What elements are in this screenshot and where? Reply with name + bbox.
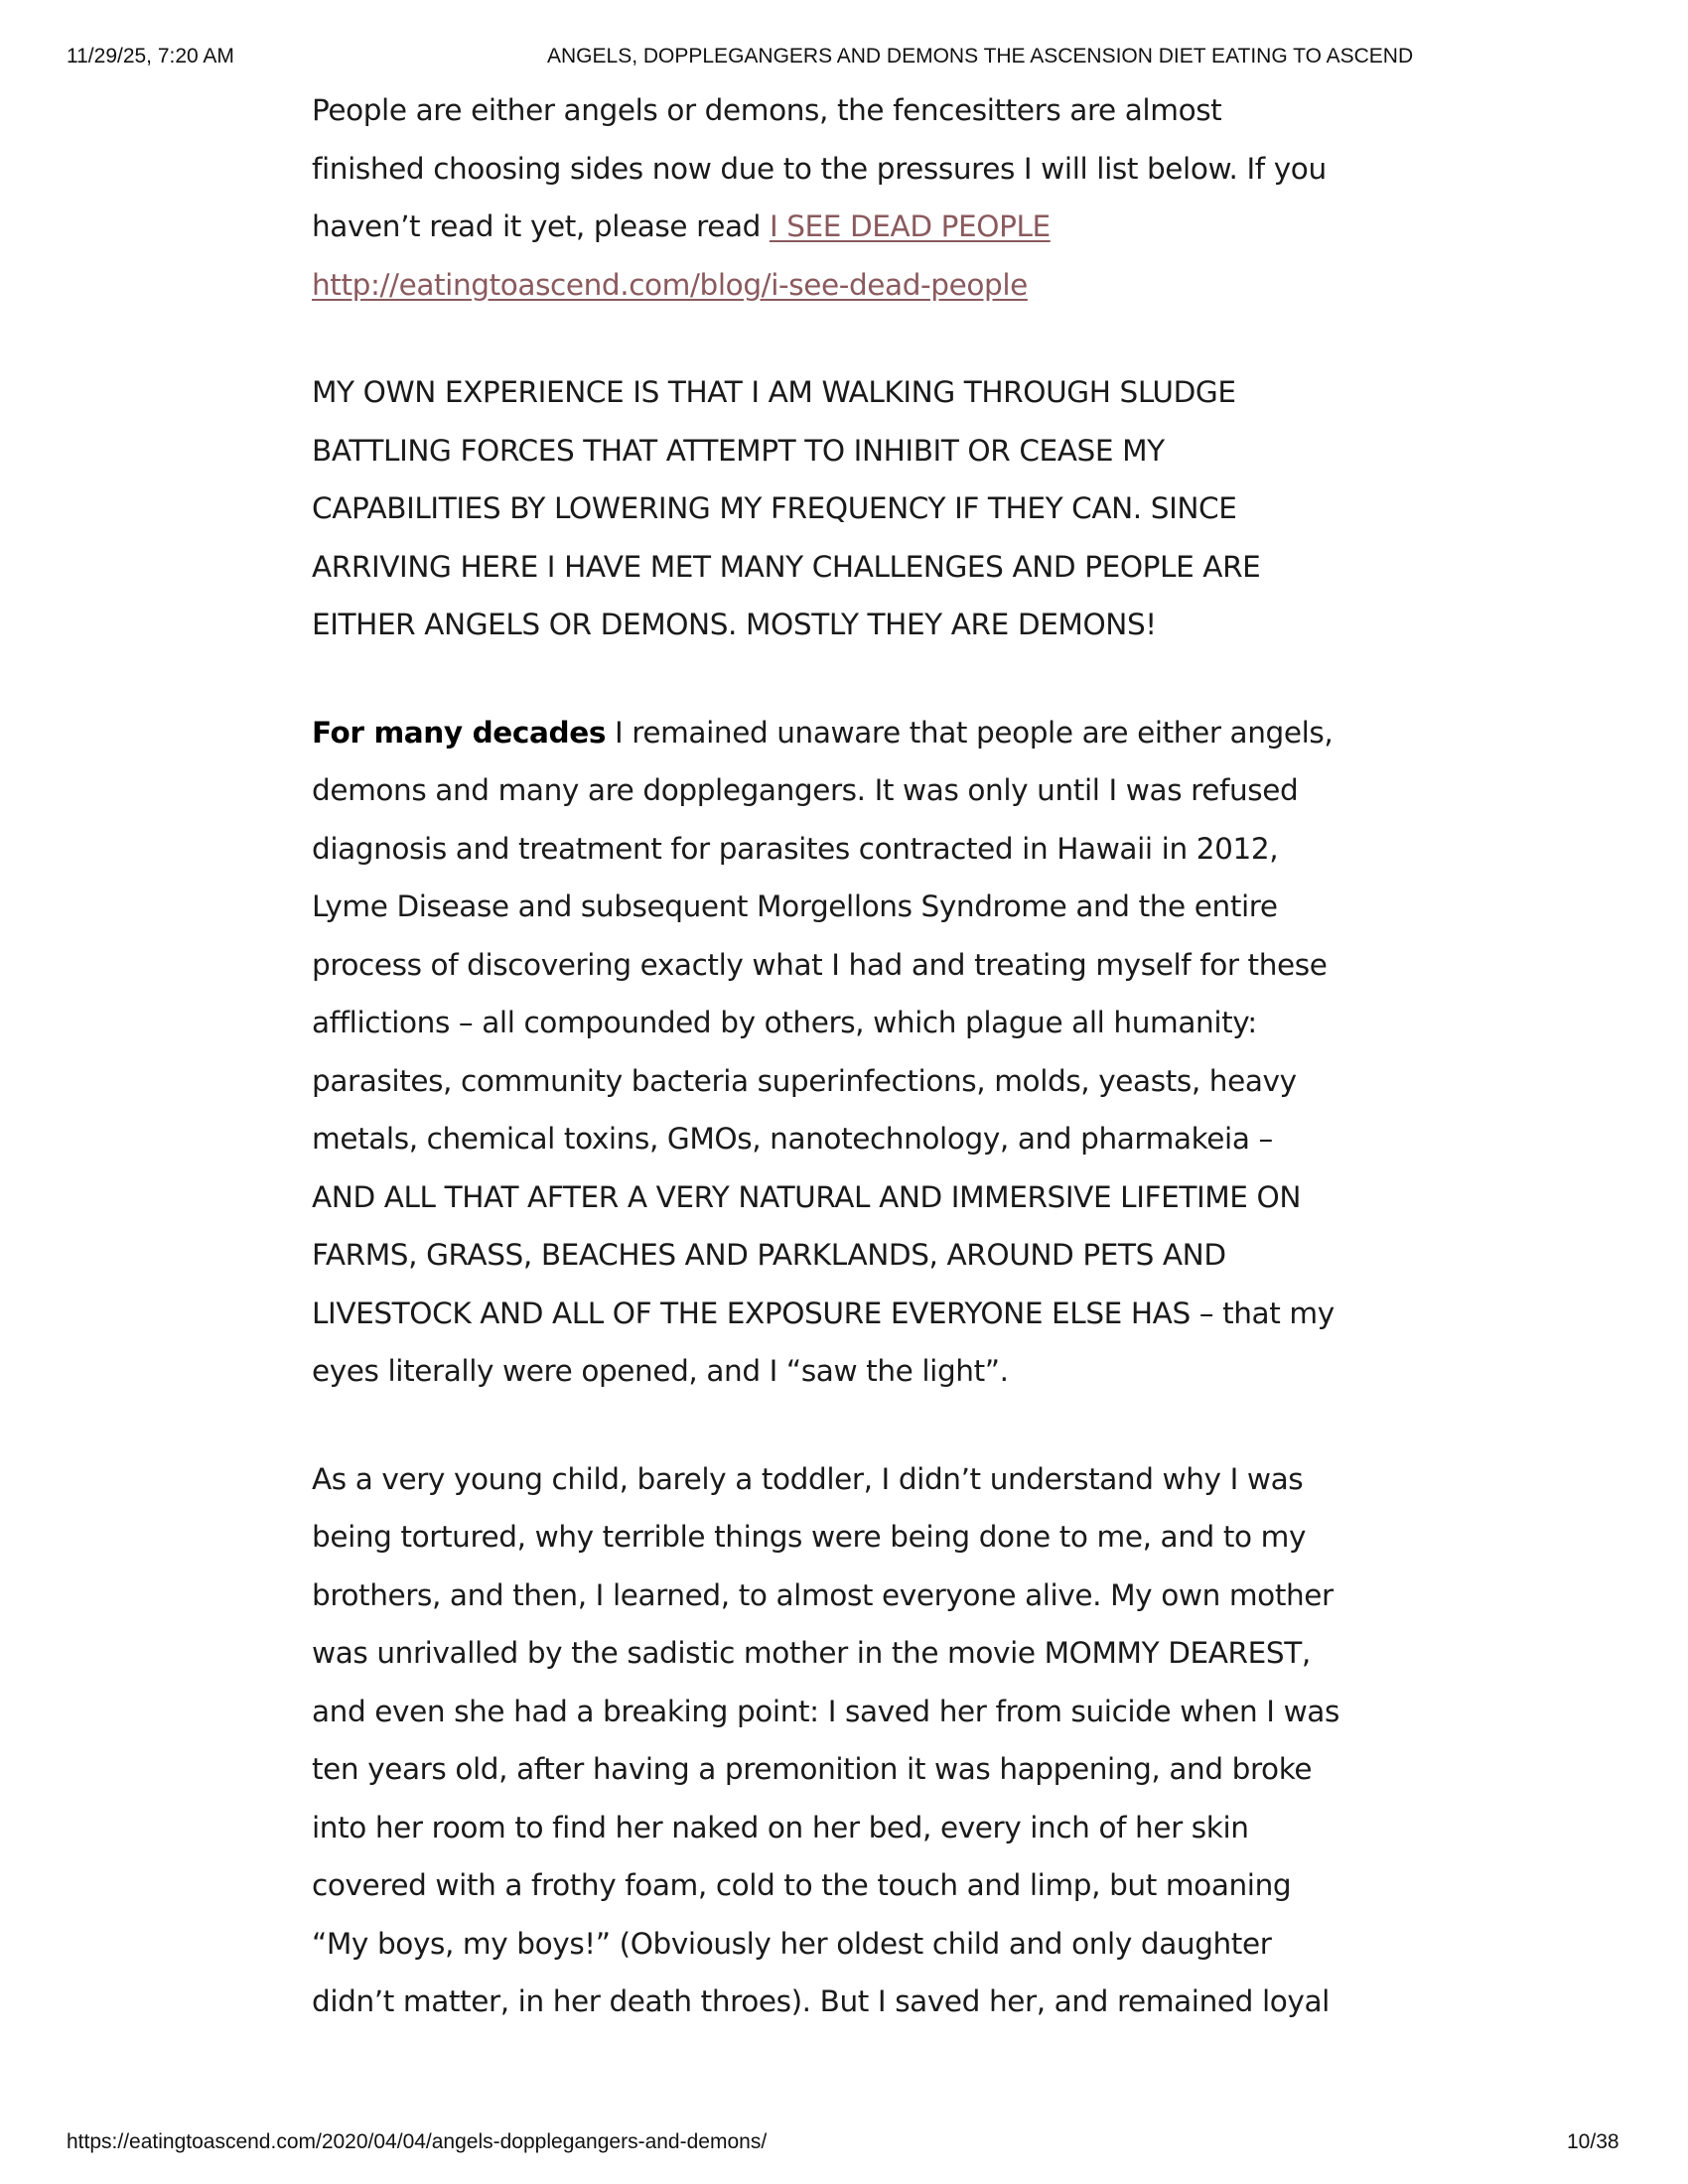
page-number: 10/38 — [1567, 2130, 1619, 2153]
print-datetime: 11/29/25, 7:20 AM — [67, 45, 234, 68]
text-line: eyes literally were opened, and I “saw the light”. — [312, 1354, 1009, 1388]
text-line: into her room to find her naked on her bed, every inch of her skin — [312, 1810, 1249, 1844]
text-line: CAPABILITIES BY LOWERING MY FREQUENCY IF THEY CAN. SINCE — [312, 491, 1237, 525]
text-line: FARMS, GRASS, BEACHES AND PARKLANDS, AROUND PETS AND — [312, 1238, 1226, 1272]
text-line — [312, 256, 1424, 315]
text-line: ten years old, after having a premonition it was happening, and broke — [312, 1752, 1313, 1786]
text-line — [312, 198, 1424, 256]
text-line: brothers, and then, I learned, to almost everyone alive. My own mother — [312, 1577, 1334, 1612]
text-line: LIVESTOCK AND ALL OF THE EXPOSURE EVERYONE ELSE HAS – that my — [312, 1296, 1335, 1330]
text-line: demons and many are dopplegangers. It was only until I was refused — [312, 773, 1299, 807]
text-line: BATTLING FORCES THAT ATTEMPT TO INHIBIT OR CEASE MY — [312, 433, 1165, 468]
link-i-see-dead-people[interactable]: I SEE DEAD PEOPLE — [769, 209, 1051, 243]
article-body — [312, 81, 1424, 2081]
text-line: “My boys, my boys!” (Obviously her oldest child and only daughter — [312, 1926, 1272, 1961]
text-line — [312, 704, 1424, 762]
text-line: covered with a frothy foam, cold to the touch and limp, but moaning — [312, 1868, 1292, 1902]
text-fragment: I remained unaware that people are either angels, — [606, 715, 1334, 750]
text-line: ARRIVING HERE I HAVE MET MANY CHALLENGES AND PEOPLE ARE — [312, 549, 1261, 584]
text-line: AND ALL THAT AFTER A VERY NATURAL AND IMMERSIVE LIFETIME ON — [312, 1179, 1301, 1214]
text-line: didn’t matter, in her death throes). But I saved her, and remained loyal — [312, 1984, 1330, 2018]
text-line: was unrivalled by the sadistic mother in the movie MOMMY DEAREST, — [312, 1636, 1311, 1670]
paragraph-intro — [312, 81, 1424, 314]
paragraph-experience — [312, 363, 1424, 654]
text-line: afflictions – all compounded by others, which plague all humanity: — [312, 1006, 1257, 1039]
page-url: https://eatingtoascend.com/2020/04/04/angels-dopplegangers-and-demons/ — [67, 2130, 768, 2153]
text-line: process of discovering exactly what I had and treating myself for these — [312, 947, 1328, 982]
text-line: being tortured, why terrible things were being done to me, and to my — [312, 1520, 1307, 1554]
text-line: People are either angels or demons, the fencesitters are almost — [312, 93, 1222, 127]
paragraph-many-decades — [312, 704, 1424, 1401]
text-line: parasites, community bacteria superinfections, molds, yeasts, heavy — [312, 1063, 1297, 1098]
text-line: diagnosis and treatment for parasites contracted in Hawaii in 2012, — [312, 831, 1279, 866]
link-i-see-dead-people-url[interactable]: http://eatingtoascend.com/blog/i-see-dead-people — [312, 267, 1028, 302]
text-line: finished choosing sides now due to the pressures I will list below. If you — [312, 151, 1327, 186]
text-line: EITHER ANGELS OR DEMONS. MOSTLY THEY ARE DEMONS! — [312, 608, 1157, 641]
paragraph-childhood — [312, 1450, 1424, 2031]
bold-lead: For many decades — [312, 715, 606, 750]
page-title: ANGELS, DOPPLEGANGERS AND DEMONS THE ASCENSION DIET EATING TO ASCEND — [547, 45, 1414, 68]
text-line: metals, chemical toxins, GMOs, nanotechnology, and pharmakeia – — [312, 1122, 1273, 1156]
text-line: Lyme Disease and subsequent Morgellons Syndrome and the entire — [312, 889, 1278, 923]
text-line: MY OWN EXPERIENCE IS THAT I AM WALKING THROUGH SLUDGE — [312, 375, 1236, 409]
text-line: As a very young child, barely a toddler, I didn’t understand why I was — [312, 1461, 1304, 1496]
text-line: and even she had a breaking point: I saved her from suicide when I was — [312, 1694, 1339, 1728]
text-fragment: haven’t read it yet, please read — [312, 209, 770, 243]
